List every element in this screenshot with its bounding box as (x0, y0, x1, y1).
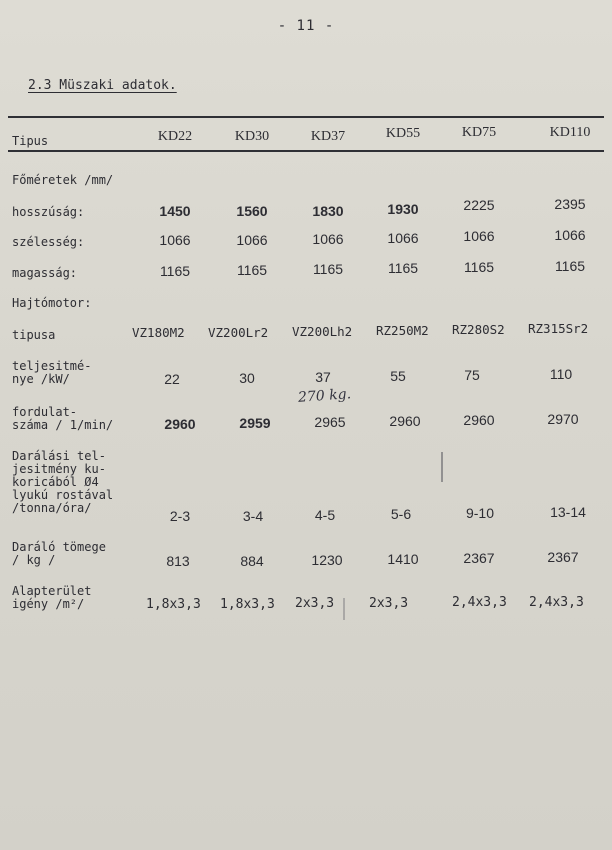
table-cell: 2959 (239, 415, 271, 431)
table-cell: 5-6 (390, 506, 412, 522)
table-cell: 1410 (387, 551, 419, 567)
column-header: KD75 (461, 125, 497, 140)
table-cell: RZ250M2 (376, 323, 429, 338)
table-cell: VZ200Lh2 (292, 324, 353, 339)
table-cell: 2395 (554, 196, 586, 212)
group-label-motor: Hajtómotor: (12, 296, 92, 310)
table-cell: 1930 (387, 201, 419, 217)
table-header-rule (8, 150, 604, 152)
table-cell: 2367 (463, 550, 495, 566)
table-cell: 9-10 (465, 505, 495, 521)
table-cell: 1165 (554, 258, 586, 274)
table-cell: 55 (390, 368, 406, 384)
table-cell: 37 (315, 369, 331, 385)
table-cell: 1165 (463, 259, 495, 275)
table-cell: 2225 (463, 197, 495, 213)
row-label-area: Alapterület igény /m²/ (12, 584, 92, 611)
table-cell: 1066 (312, 231, 344, 247)
table-cell: 2,4x3,3 (452, 595, 507, 610)
table-cell: RZ315Sr2 (528, 321, 589, 336)
table-cell: 1066 (236, 232, 268, 248)
stray-mark (343, 598, 345, 620)
table-cell: 30 (239, 370, 255, 386)
table-cell: 1066 (554, 227, 586, 243)
table-cell: 1560 (236, 203, 268, 219)
table-cell: 1,8x3,3 (146, 597, 201, 612)
table-cell: 1066 (159, 232, 191, 248)
row-label-height: magasság: (12, 266, 78, 280)
row-label-width: szélesség: (12, 235, 85, 249)
table-cell: 1066 (463, 228, 495, 244)
row-label-motor-type: tipusa (12, 328, 56, 342)
table-cell: VZ180M2 (132, 325, 185, 340)
table-cell: 22 (164, 371, 180, 387)
stray-mark (441, 452, 443, 482)
column-header: KD55 (385, 126, 421, 141)
column-header: KD30 (234, 129, 270, 144)
section-title: 2.3 Müszaki adatok. (28, 78, 177, 93)
page-number: - 11 - (277, 18, 335, 34)
table-cell: 1830 (312, 203, 344, 219)
table-cell: 2,4x3,3 (529, 595, 584, 610)
table-cell: 1165 (159, 263, 191, 279)
table-cell: 13-14 (550, 504, 586, 520)
table-cell: 2x3,3 (295, 596, 335, 611)
table-cell: 1450 (159, 203, 191, 219)
table-cell: 4-5 (314, 507, 336, 523)
table-cell: 1,8x3,3 (220, 597, 275, 612)
column-header: KD22 (157, 129, 193, 144)
row-label-speed: fordulat- száma / 1/min/ (12, 405, 114, 432)
table-cell: 2367 (547, 549, 579, 565)
row-label-capacity: Darálási tel- jesitmény ku- koricából Ø4 lyukú rostával /tonna/óra/ (12, 449, 114, 515)
table-top-rule (8, 116, 604, 118)
table-cell: 2965 (314, 414, 346, 430)
table-cell: 1066 (387, 230, 419, 246)
table-cell: 2-3 (169, 508, 191, 524)
table-cell: RZ280S2 (452, 322, 505, 337)
table-cell: 2x3,3 (369, 596, 409, 611)
table-cell: 884 (240, 553, 264, 569)
row-label-length: hosszúság: (12, 205, 85, 219)
table-cell: VZ200Lr2 (208, 325, 269, 340)
table-cell: 813 (166, 553, 190, 569)
table-cell: 3-4 (242, 508, 264, 524)
header-label: Tipus (12, 134, 49, 148)
group-label-dimensions: Főméretek /mm/ (12, 173, 114, 187)
table-cell: 1230 (311, 552, 343, 568)
table-cell: 2960 (389, 413, 421, 429)
row-label-power: teljesitmé- nye /kW/ (12, 359, 92, 386)
table-cell: 1165 (312, 261, 344, 277)
column-header: KD37 (310, 129, 346, 144)
table-cell: 2970 (547, 411, 579, 427)
handwritten-note: 270 kg. (297, 386, 352, 406)
table-cell: 1165 (236, 262, 268, 278)
table-cell: 2960 (463, 412, 495, 428)
row-label-mass: Daráló tömege / kg / (12, 540, 106, 567)
table-cell: 110 (549, 366, 573, 382)
table-cell: 75 (464, 367, 480, 383)
column-header: KD110 (549, 125, 591, 140)
table-cell: 1165 (387, 260, 419, 276)
table-cell: 2960 (164, 416, 196, 432)
